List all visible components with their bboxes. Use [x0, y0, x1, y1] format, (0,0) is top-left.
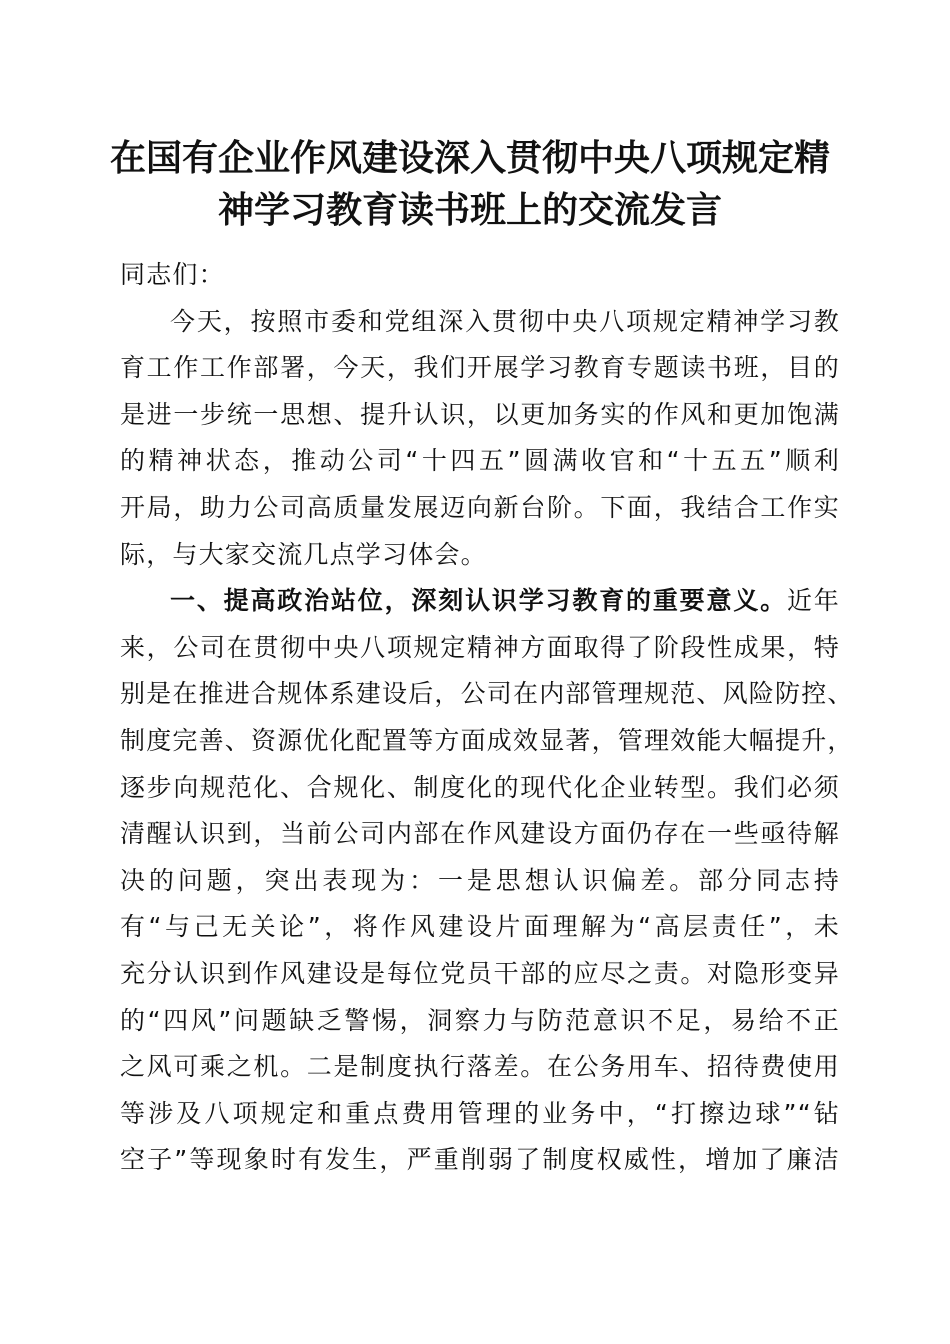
paragraph-line: 的精神状态，推动公司“十四五”圆满收官和“十五五”顺利 — [120, 446, 840, 476]
paragraph-line: 空子”等现象时有发生，严重削弱了制度权威性，增加了廉洁 — [120, 1145, 840, 1175]
section-heading-trailing-text: 近年 — [786, 586, 840, 616]
paragraph-intro — [120, 299, 840, 579]
paragraph-line: 是进一步统一思想、提升认识，以更加务实的作风和更加饱满 — [120, 399, 840, 429]
paragraph-line: 际，与大家交流几点学习体会。 — [120, 539, 487, 569]
document-body — [120, 252, 854, 1184]
paragraph-line — [120, 578, 840, 625]
paragraph-line: 别是在推进合规体系建设后，公司在内部管理规范、风险防控、 — [120, 679, 854, 709]
title-line-2: 神学习教育读书班上的交流发言 — [217, 189, 722, 231]
paragraph-line: 制度完善、资源优化配置等方面成效显著，管理效能大幅提升， — [120, 725, 854, 755]
paragraph-line: 之风可乘之机。二是制度执行落差。在公务用车、招待费使用 — [120, 1052, 840, 1082]
paragraph-line: 有“与己无关论”，将作风建设片面理解为“高层责任”，未 — [120, 912, 840, 942]
paragraph-line: 充分认识到作风建设是每位党员干部的应尽之责。对隐形变异 — [120, 958, 840, 988]
title-line-1: 在国有企业作风建设深入贯彻中央八项规定精 — [109, 137, 830, 179]
paragraph-line: 开局，助力公司高质量发展迈向新台阶。下面，我结合工作实 — [120, 492, 840, 522]
paragraph-line: 育工作工作部署，今天，我们开展学习教育专题读书班，目的 — [120, 353, 840, 383]
paragraph-line: 今天，按照市委和党组深入贯彻中央八项规定精神学习教 — [170, 306, 840, 336]
paragraph-line: 的“四风”问题缺乏警惕，洞察力与防范意识不足，易给不正 — [120, 1005, 840, 1035]
paragraph-line: 决的问题，突出表现为：一是思想认识偏差。部分同志持 — [120, 865, 840, 895]
paragraph-section-one — [120, 578, 854, 1184]
paragraph-line: 来，公司在贯彻中央八项规定精神方面取得了阶段性成果，特 — [120, 632, 840, 662]
paragraph-line: 逐步向规范化、合规化、制度化的现代化企业转型。我们必须 — [120, 772, 840, 802]
paragraph-line: 清醒认识到，当前公司内部在作风建设方面仍存在一些亟待解 — [120, 819, 840, 849]
paragraph-line: 等涉及八项规定和重点费用管理的业务中，“打擦边球”“钻 — [120, 1098, 840, 1128]
document-title — [100, 132, 840, 236]
section-heading: 一、提高政治站位，深刻认识学习教育的重要意义。 — [170, 586, 787, 616]
salutation: 同志们： — [120, 260, 225, 289]
